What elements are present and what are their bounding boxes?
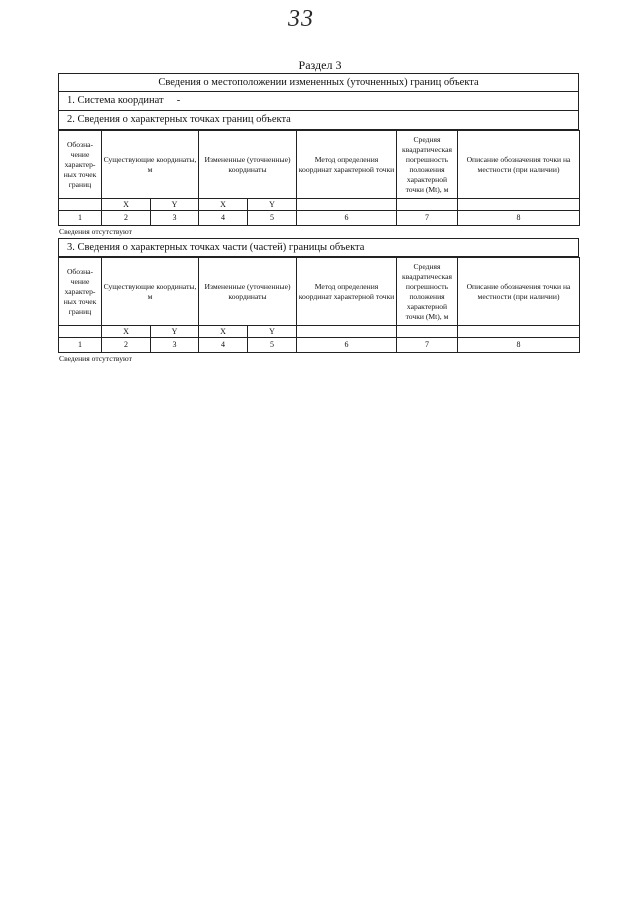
header-y: Y: [151, 199, 199, 211]
header-x: X: [102, 326, 151, 338]
column-number: 6: [297, 211, 397, 226]
column-number: 2: [102, 211, 151, 226]
block2-note: Сведения отсутствуют: [59, 227, 132, 236]
coordinate-system-label: 1. Система координат: [67, 95, 164, 106]
header-x: X: [199, 326, 248, 338]
header-method: Метод определения координат характерной точки: [297, 131, 397, 199]
header-mean-square-error: Средняя квадратическая погрешность положения характерной точки (Mt), м: [397, 131, 458, 199]
header-x: X: [199, 199, 248, 211]
page-number: 33: [288, 6, 314, 32]
column-number: 3: [151, 338, 199, 353]
coordinate-system-value: -: [176, 95, 181, 106]
column-number: 1: [59, 211, 102, 226]
header-existing-coordinates: Существующие координаты, м: [102, 131, 199, 199]
section-sheet: [58, 73, 579, 365]
column-number: 7: [397, 338, 458, 353]
column-number: 1: [59, 338, 102, 353]
column-number: 5: [248, 211, 297, 226]
column-number: 3: [151, 211, 199, 226]
header-y: Y: [151, 326, 199, 338]
coordinate-system-row: [58, 92, 579, 111]
block3-note: Сведения отсутствуют: [59, 354, 132, 363]
column-number: 4: [199, 338, 248, 353]
block3-title: 3. Сведения о характерных точках части (частей) границы объекта: [58, 238, 579, 257]
header-point-description: Описание обозначения точки на местности (при наличии): [458, 131, 580, 199]
section-title: Раздел 3: [298, 58, 342, 72]
header-point-designation: Обозна-чение характер-ных точек границ: [59, 131, 102, 199]
block3-table: [58, 257, 580, 353]
block2-title: 2. Сведения о характерных точках границ объекта: [58, 111, 579, 130]
header-method: Метод определения координат характерной точки: [297, 258, 397, 326]
header-point-description: Описание обозначения точки на местности (при наличии): [458, 258, 580, 326]
column-number: 6: [297, 338, 397, 353]
header-y: Y: [248, 326, 297, 338]
section-heading: Сведения о местоположении измененных (уточненных) границ объекта: [58, 73, 579, 92]
column-number: 8: [458, 211, 580, 226]
header-changed-coordinates: Измененные (уточненные) координаты: [199, 131, 297, 199]
header-mean-square-error: Средняя квадратическая погрешность положения характерной точки (Mt), м: [397, 258, 458, 326]
column-number: 8: [458, 338, 580, 353]
column-number: 2: [102, 338, 151, 353]
column-number: 4: [199, 211, 248, 226]
column-number: 7: [397, 211, 458, 226]
header-existing-coordinates: Существующие координаты, м: [102, 258, 199, 326]
header-changed-coordinates: Измененные (уточненные) координаты: [199, 258, 297, 326]
column-number: 5: [248, 338, 297, 353]
header-y: Y: [248, 199, 297, 211]
header-point-designation: Обозна-чение характер-ных точек границ: [59, 258, 102, 326]
header-x: X: [102, 199, 151, 211]
block2-table: [58, 130, 580, 226]
